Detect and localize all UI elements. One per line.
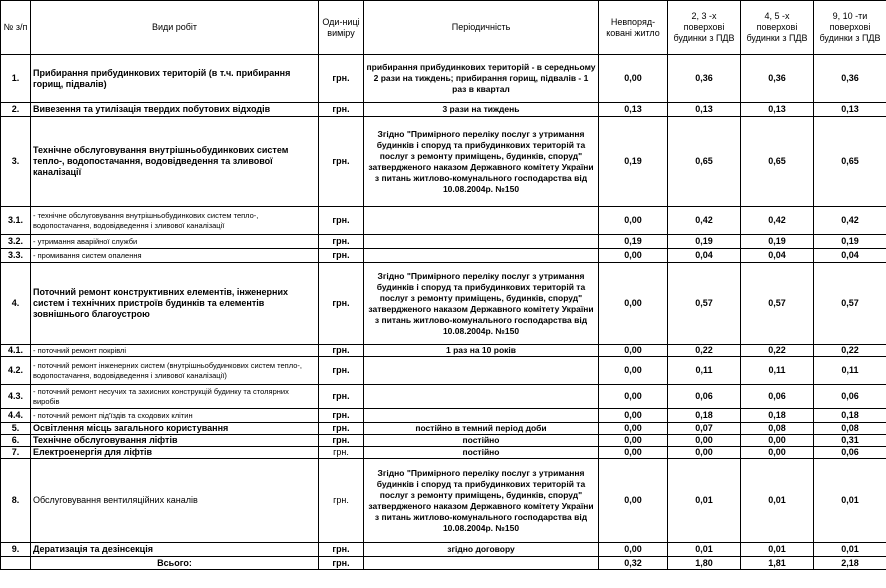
periodicity: Згідно "Примірного переліку послуг з утримання будинків і споруд та прибудинкових територій та послуг з ремонту приміщень, будинків, споруд" затвердженого наказом Державного комітету України з питань житлово-комунального господарства від 10.08.2004р. №150: [364, 117, 599, 207]
row-number: 9.: [1, 543, 31, 557]
table-header: [1, 1, 886, 55]
value-2-3-floor: 0,11: [668, 357, 741, 385]
row-number: 2.: [1, 103, 31, 117]
value-unimproved: 0,00: [599, 249, 668, 263]
value-9-10-floor: 0,18: [814, 409, 886, 423]
unit: грн.: [319, 409, 364, 423]
value-9-10-floor: 0,08: [814, 423, 886, 435]
table-row: [1, 117, 886, 207]
total-row: [1, 557, 886, 570]
value-2-3-floor: 0,06: [668, 385, 741, 409]
value-unimproved: 0,00: [599, 207, 668, 235]
row-number: 3.: [1, 117, 31, 207]
row-number: 4.3.: [1, 385, 31, 409]
unit: грн.: [319, 357, 364, 385]
periodicity: постійно: [364, 447, 599, 459]
periodicity: згідно договору: [364, 543, 599, 557]
periodicity: постійно в темний період доби: [364, 423, 599, 435]
unit: грн.: [319, 249, 364, 263]
periodicity: [364, 249, 599, 263]
value-2-3-floor: 0,18: [668, 409, 741, 423]
header-c1: Невпоряд-ковані житло: [599, 1, 668, 55]
value-4-5-floor: 0,36: [741, 55, 814, 103]
value-9-10-floor: 0,01: [814, 543, 886, 557]
row-number: 8.: [1, 459, 31, 543]
value-9-10-floor: 0,01: [814, 459, 886, 543]
header-c2: 2, 3 -х поверхові будинки з ПДВ: [668, 1, 741, 55]
work-name: Технічне обслуговування внутрішньобудинкових систем тепло-, водопостачання, водовідведення та зливової каналізації: [31, 117, 319, 207]
unit: грн.: [319, 459, 364, 543]
value-4-5-floor: 0,42: [741, 207, 814, 235]
value-4-5-floor: 0,00: [741, 435, 814, 447]
work-name: - поточний ремонт покрівлі: [31, 345, 319, 357]
value-unimproved: 0,00: [599, 263, 668, 345]
unit: грн.: [319, 207, 364, 235]
work-name: Освітлення місць загального користування: [31, 423, 319, 435]
table-row: [1, 459, 886, 543]
row-number: 5.: [1, 423, 31, 435]
value-9-10-floor: 0,06: [814, 385, 886, 409]
periodicity: [364, 357, 599, 385]
total-label: Всього:: [31, 557, 319, 570]
value-unimproved: 0,19: [599, 117, 668, 207]
value-unimproved: 0,00: [599, 357, 668, 385]
value-4-5-floor: 0,18: [741, 409, 814, 423]
empty-cell: [364, 557, 599, 570]
table-row: [1, 423, 886, 435]
total-unit: грн.: [319, 557, 364, 570]
value-4-5-floor: 0,08: [741, 423, 814, 435]
value-9-10-floor: 0,57: [814, 263, 886, 345]
unit: грн.: [319, 435, 364, 447]
periodicity: постійно: [364, 435, 599, 447]
value-4-5-floor: 0,57: [741, 263, 814, 345]
table-row: [1, 263, 886, 345]
row-number: 4.: [1, 263, 31, 345]
periodicity: [364, 409, 599, 423]
unit: грн.: [319, 423, 364, 435]
work-name: - технічне обслуговування внутрішньобудинкових систем тепло-, водопостачання, водовідведення і зливової каналізації: [31, 207, 319, 235]
row-number: 4.4.: [1, 409, 31, 423]
table-row: [1, 55, 886, 103]
value-4-5-floor: 0,11: [741, 357, 814, 385]
periodicity: 1 раз на 10 років: [364, 345, 599, 357]
value-unimproved: 0,00: [599, 409, 668, 423]
row-number: 3.2.: [1, 235, 31, 249]
value-unimproved: 0,13: [599, 103, 668, 117]
work-name: - поточний ремонт інженерних систем (внутрішньобудинкових систем тепло-, водопостачання, водовідведення і зливової каналізації): [31, 357, 319, 385]
work-name: - промивання систем опалення: [31, 249, 319, 263]
periodicity: [364, 235, 599, 249]
header-c4: 9, 10 -ти поверхові будинки з ПДВ: [814, 1, 886, 55]
value-4-5-floor: 0,06: [741, 385, 814, 409]
value-4-5-floor: 0,01: [741, 543, 814, 557]
value-2-3-floor: 0,65: [668, 117, 741, 207]
value-4-5-floor: 0,22: [741, 345, 814, 357]
table-row: [1, 103, 886, 117]
value-unimproved: 0,00: [599, 385, 668, 409]
unit: грн.: [319, 263, 364, 345]
value-2-3-floor: 0,19: [668, 235, 741, 249]
unit: грн.: [319, 543, 364, 557]
header-c3: 4, 5 -х поверхові будинки з ПДВ: [741, 1, 814, 55]
value-2-3-floor: 0,00: [668, 435, 741, 447]
work-name: Дератизація та дезінсекція: [31, 543, 319, 557]
value-4-5-floor: 0,65: [741, 117, 814, 207]
total-9-10-floor: 2,18: [814, 557, 886, 570]
value-2-3-floor: 0,22: [668, 345, 741, 357]
value-2-3-floor: 0,01: [668, 543, 741, 557]
work-name: - утримання аварійної служби: [31, 235, 319, 249]
value-4-5-floor: 0,13: [741, 103, 814, 117]
empty-cell: [1, 557, 31, 570]
row-number: 4.1.: [1, 345, 31, 357]
value-unimproved: 0,00: [599, 435, 668, 447]
row-number: 4.2.: [1, 357, 31, 385]
work-name: Вивезення та утилізація твердих побутових відходів: [31, 103, 319, 117]
row-number: 3.3.: [1, 249, 31, 263]
value-2-3-floor: 0,36: [668, 55, 741, 103]
value-unimproved: 0,00: [599, 423, 668, 435]
value-9-10-floor: 0,42: [814, 207, 886, 235]
periodicity: 3 рази на тиждень: [364, 103, 599, 117]
unit: грн.: [319, 385, 364, 409]
header-name: Види робіт: [31, 1, 319, 55]
table-row: [1, 409, 886, 423]
value-9-10-floor: 0,19: [814, 235, 886, 249]
unit: грн.: [319, 447, 364, 459]
table-row: [1, 357, 886, 385]
value-unimproved: 0,00: [599, 459, 668, 543]
value-2-3-floor: 0,00: [668, 447, 741, 459]
value-2-3-floor: 0,13: [668, 103, 741, 117]
unit: грн.: [319, 103, 364, 117]
table-row: [1, 235, 886, 249]
total-unimproved: 0,32: [599, 557, 668, 570]
table-row: [1, 447, 886, 459]
value-unimproved: 0,00: [599, 345, 668, 357]
total-4-5-floor: 1,81: [741, 557, 814, 570]
value-9-10-floor: 0,65: [814, 117, 886, 207]
work-name: - поточний ремонт під'їздів та сходових клітин: [31, 409, 319, 423]
unit: грн.: [319, 55, 364, 103]
work-name: Обслуговування вентиляційних каналів: [31, 459, 319, 543]
row-number: 6.: [1, 435, 31, 447]
value-unimproved: 0,19: [599, 235, 668, 249]
unit: грн.: [319, 117, 364, 207]
work-name: Прибирання прибудинкових територій (в т.ч. прибирання горищ, підвалів): [31, 55, 319, 103]
work-name: Технічне обслуговування ліфтів: [31, 435, 319, 447]
header-unit: Оди-ниці виміру: [319, 1, 364, 55]
work-name: Електроенергія для ліфтів: [31, 447, 319, 459]
value-9-10-floor: 0,11: [814, 357, 886, 385]
unit: грн.: [319, 235, 364, 249]
row-number: 3.1.: [1, 207, 31, 235]
periodicity: [364, 207, 599, 235]
value-unimproved: 0,00: [599, 55, 668, 103]
work-name: - поточний ремонт несучих та захисних конструкцій будинку та столярних виробів: [31, 385, 319, 409]
table-row: [1, 249, 886, 263]
periodicity: Згідно "Примірного переліку послуг з утримання будинків і споруд та прибудинкових територій та послуг з ремонту приміщень, будинків, споруд" затвердженого наказом Державного комітету України з питань житлово-комунального господарства від 10.08.2004р. №150: [364, 263, 599, 345]
value-4-5-floor: 0,04: [741, 249, 814, 263]
table-row: [1, 435, 886, 447]
value-4-5-floor: 0,19: [741, 235, 814, 249]
value-9-10-floor: 0,04: [814, 249, 886, 263]
value-2-3-floor: 0,57: [668, 263, 741, 345]
table-row: [1, 385, 886, 409]
table-row: [1, 345, 886, 357]
header-period: Періодичність: [364, 1, 599, 55]
total-2-3-floor: 1,80: [668, 557, 741, 570]
table-row: [1, 543, 886, 557]
row-number: 7.: [1, 447, 31, 459]
work-name: Поточний ремонт конструктивних елементів, інженерних систем і технічних пристроїв будинків та елементів зовнішнього благоустрою: [31, 263, 319, 345]
value-unimproved: 0,00: [599, 447, 668, 459]
unit: грн.: [319, 345, 364, 357]
row-number: 1.: [1, 55, 31, 103]
value-2-3-floor: 0,01: [668, 459, 741, 543]
table-row: [1, 207, 886, 235]
periodicity: [364, 385, 599, 409]
value-unimproved: 0,00: [599, 543, 668, 557]
value-4-5-floor: 0,00: [741, 447, 814, 459]
value-2-3-floor: 0,07: [668, 423, 741, 435]
header-no: № з/п: [1, 1, 31, 55]
value-9-10-floor: 0,31: [814, 435, 886, 447]
value-9-10-floor: 0,36: [814, 55, 886, 103]
value-9-10-floor: 0,13: [814, 103, 886, 117]
periodicity: Згідно "Примірного переліку послуг з утримання будинків і споруд та прибудинкових територій та послуг з ремонту приміщень, будинків, споруд" затвердженого наказом Державного комітету України з питань житлово-комунального господарства від 10.08.2004р. №150: [364, 459, 599, 543]
value-4-5-floor: 0,01: [741, 459, 814, 543]
value-2-3-floor: 0,42: [668, 207, 741, 235]
periodicity: прибирання прибудинкових територій - в середньому 2 рази на тиждень; прибирання горищ, підвалів - 1 раз в квартал: [364, 55, 599, 103]
value-9-10-floor: 0,22: [814, 345, 886, 357]
value-2-3-floor: 0,04: [668, 249, 741, 263]
value-9-10-floor: 0,06: [814, 447, 886, 459]
